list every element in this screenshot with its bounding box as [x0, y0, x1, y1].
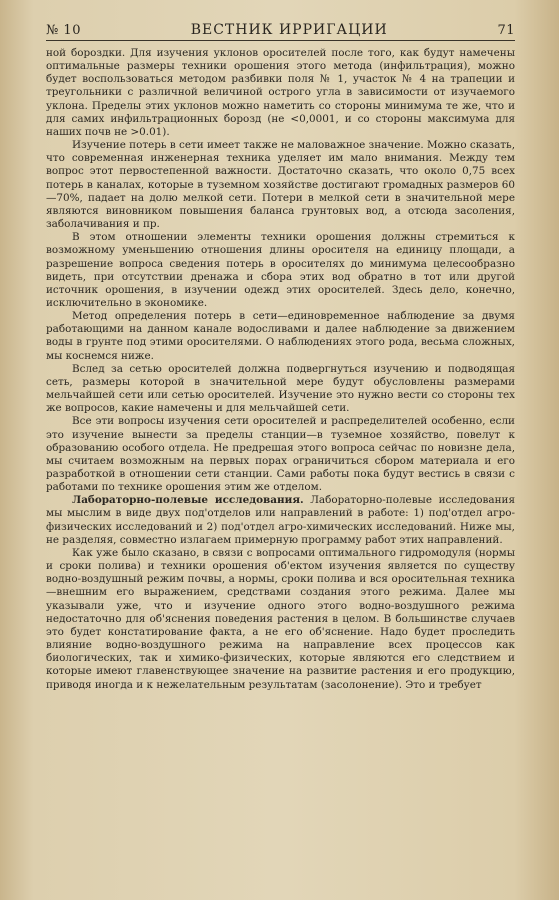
- page-number: 71: [497, 23, 515, 38]
- paragraph-2: Изучение потерь в сети имеет также не маловажное значение. Можно сказать, что современная инженерная техника уделяет им мало внимания. Между тем вопрос этот первостепенной важности. Достаточно сказать, что около 0,75 всех потерь в каналах, которые в туземном хозяйстве достигают громадных размеров 60—70%, падает на долю мелкой сети. Потери в мелкой сети в значительной мере являются виновником повышения баланса грунтовых вод, а отсюда засоления, заболачивания и пр.: [46, 139, 515, 231]
- article-body: [46, 47, 515, 692]
- paragraph-6: Все эти вопросы изучения сети оросителей и распределителей особенно, если это изучение вынести за пределы станции—в туземное хозяйство, повелут к образованию особого отдела. Не предрешая этого вопроса сейчас по новизне дела, мы считаем возможным на первых порах ограничиться сбором материала и его разработкой в отношении сети станции. Сами работы пока будут вестись в связи с работами по технике орошения этим же отделом.: [46, 415, 515, 494]
- section-heading: Лабораторно-полевые исследования.: [72, 494, 304, 507]
- paragraph-7: [46, 494, 515, 547]
- issue-number: № 10: [46, 23, 81, 38]
- paragraph-4: Метод определения потерь в сети—единовременное наблюдение за двумя работающими на данном канале водосливами и далее наблюдение за движением воды в грунте под этими оросителями. О наблюдениях этого рода, весьма сложных, мы коснемся ниже.: [46, 310, 515, 362]
- running-header: [46, 22, 515, 41]
- journal-title: ВЕСТНИК ИРРИГАЦИИ: [190, 22, 388, 38]
- paragraph-1: ной бороздки. Для изучения уклонов оросителей после того, как будут намечены оптимальные размеры техники орошения этого метода (инфильтрация), можно будет воспользоваться методом разбивки поля № 1, участок № 4 на трапеции и треугольники с различной величиной острого угла в зависимости от изучаемого уклона. Пределы этих уклонов можно наметить со стороны минимума те же, что и для самих инфильтрационных борозд (не <0,0001, и со стороны максимума для наших почв не >0.01).: [46, 47, 515, 138]
- paragraph-7-text: Лабораторно-полевые исследования мы мыслим в виде двух под'отделов или направлений в работе: 1) под'отдел агро-физических исследований и 2) под'отдел агро-химических исследований. Ниже мы, не разделяя, совместно излагаем примерную программу работ этих направлений.: [46, 494, 515, 546]
- paragraph-5: Вслед за сетью оросителей должна подвергнуться изучению и подводящая сеть, размеры которой в значительной мере будут обусловлены размерами мельчайшей сети или сетью оросителей. Изучение это нужно вести со стороны тех же вопросов, какие намечены и для мельчайшей сети.: [46, 362, 515, 415]
- paragraph-8: Как уже было сказано, в связи с вопросами оптимального гидромодуля (нормы и сроки полива) и техники орошения об'ектом изучения является по существу водно-воздушный режим почвы, а нормы, сроки полива и вся оросительная техника—внешним его выражением, средствами создания этого режима. Далее мы указывали уже, что и изучение одного этого водно-воздушного режима недостаточно для об'яснения поведения растения в целом. В большинстве случаев это будет констатирование факта, а не его об'яснение. Надо будет проследить влияние водно-воздушного режима на направление всех процессов как биологических, так и химико-физических, которые являются его следствием и которые имеют главенствующее значение на развитие растения и его продукцию, приводя иногда и к нежелательным результатам (засолонение). Это и требует: [46, 546, 515, 691]
- paragraph-3: В этом отношении элементы техники орошения должны стремиться к возможному уменьшению отношения длины оросителя на единицу площади, а разрешение вопроса сведения потерь в оросителях до минимума целесообразно видеть, при отсутствии дренажа и сбора этих вод обратно в тот или другой источник орошения, в изучении одежд этих оросителей. Здесь дело, конечно, исключительно в экономике.: [46, 231, 515, 309]
